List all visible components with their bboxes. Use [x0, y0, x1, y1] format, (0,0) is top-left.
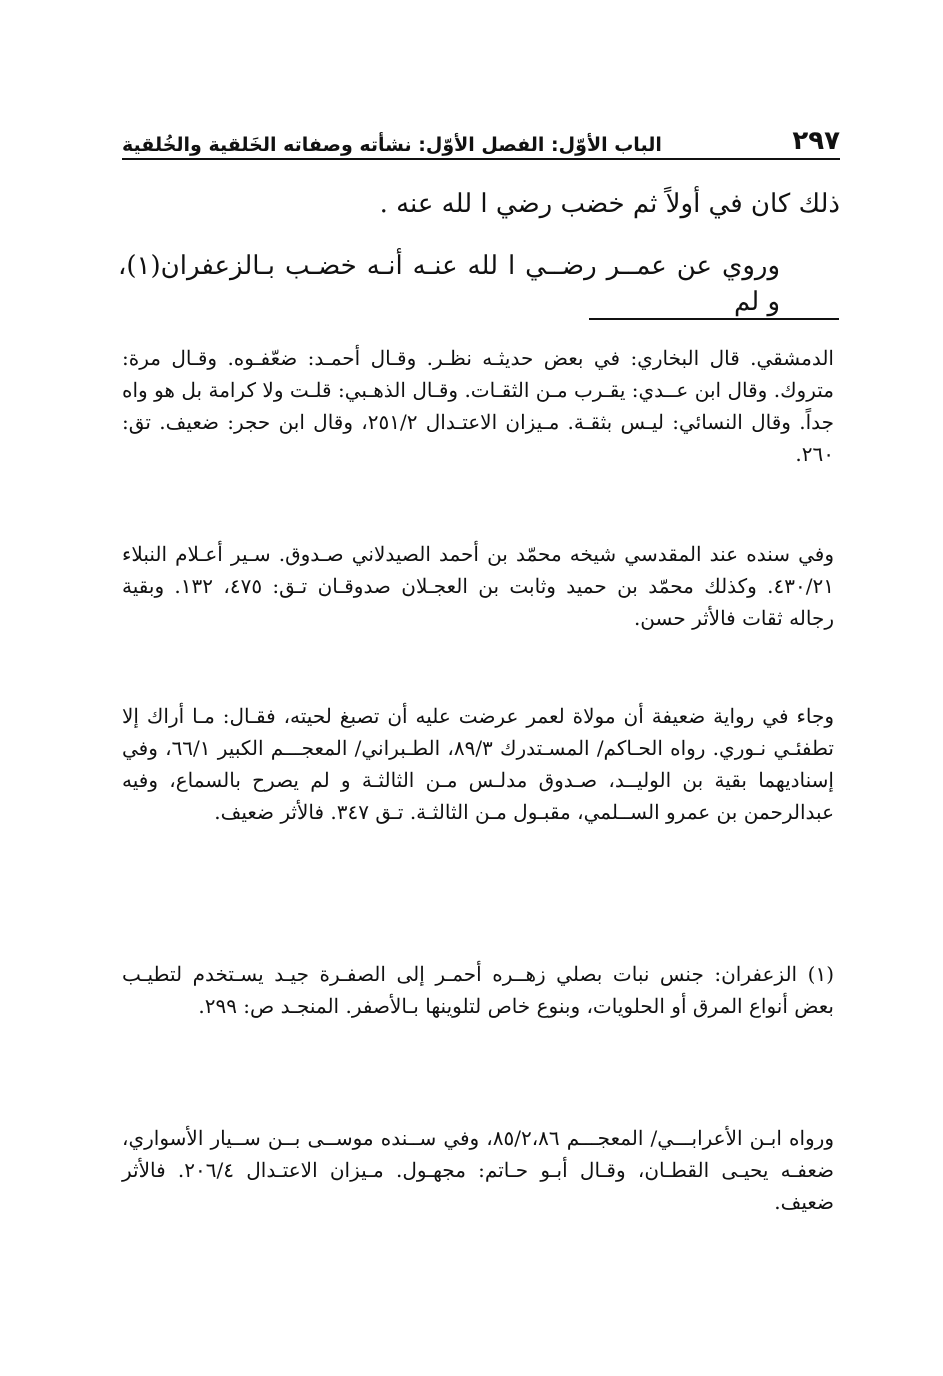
page-header — [122, 112, 840, 156]
header-rule — [122, 158, 840, 160]
footnote-saffron: (١) الزعفران: جنس نبات بصلي زهــره أحمـر إلى الصفـرة جيـد يسـتخدم لتطيـب بعض أنواع المرق أو الحلويات، وبنوع خاص لتلوينها بـالأصفر. المنجـد ص: ٢٩٩. — [122, 962, 834, 1018]
footnote-block-1: الدمشقي. قال البخاري: في بعض حديثـه نظـر. وقـال أحمـد: ضعّفـوه. وقـال مرة: متروك. وقال ابن عــدي: يقـرب مـن الثقـات. وقـال الذهـبي: قلـت ولا كرامة بل هو واه جداً. وقال النسائي: ليـس بثقـة. مـيزان الاعتـدال ٢٥١/٢، وقال ابن حجر: ضعيف. تق: ٢٦٠. — [122, 346, 834, 466]
body-paragraph-1: ذلك كان في أولاً ثم خضب رضي ا لله عنه . — [379, 189, 840, 219]
footnote-block-3: وجاء في رواية ضعيفة أن مولاة لعمر عرضت عليه أن تصبغ لحيته، فقـال: مـا أراك إلا تطفئـي نـوري. رواه الحـاكم/ المسـتدرك ٨٩/٣، الطـبراني/ المعجـــم الكبير ٦٦/١، وفي إسناديهما بقية بن الوليــد، صـدوق مدلـس مـن الثالثـة و لم يصرح بالسماع، وفيه عبدالرحمن بن عمرو الســلمي، مقبـول مـن الثالثـة. تـق ٣٤٧. فالأثر ضعيف. — [122, 704, 834, 824]
footnote-block-5: ورواه ابـن الأعرابـــي/ المعجـــم ٨٥/٢،٨٦، وفي ســنده موســى بــن ســيار الأسواري، ضعفـه يحيـى القطـان، وقـال أبـو حـاتم: مجهـول. مـيزان الاعتـدال ٢٠٦/٤. فالأثر ضعيف. — [122, 1126, 834, 1214]
footnote-block-2: وفي سنده عند المقدسي شيخه محمّد بن أحمد الصيدلاني صـدوق. سـير أعـلام النبلاء ٤٣٠/٢١. وكذلك محمّد بن حميد وثابت بن العجـلان صدوقـان تـق: ٤٧٥، ١٣٢. وبقية رجاله ثقات فالأثر حسن. — [122, 542, 834, 630]
page-number: ٢٩٧ — [792, 126, 840, 156]
body-paragraph-2: وروي عن عمــر رضــي ا لله عنـه أنـه خضـب بـالزعفران(١)، و لم — [118, 251, 780, 317]
running-title: الباب الأوّل: الفصل الأوّل: نشأته وصفاته الخَلقية والخُلقية — [122, 134, 662, 156]
footnote-separator — [589, 318, 839, 320]
